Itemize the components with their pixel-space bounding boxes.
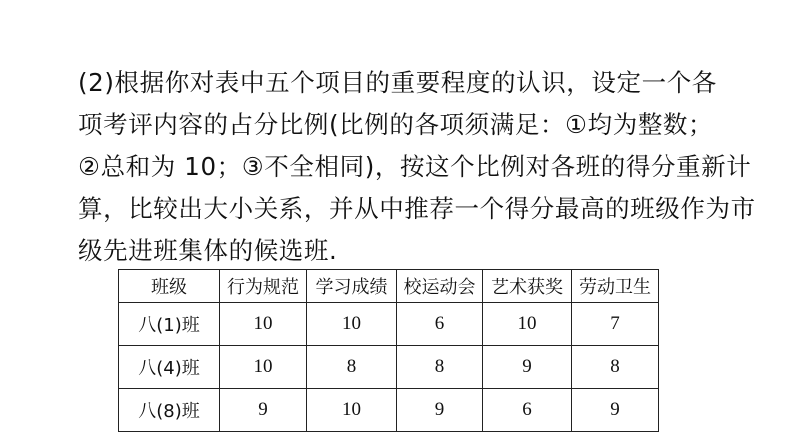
problem-line-2: 项考评内容的占分比例(比例的各项须满足：①均为整数； xyxy=(78,110,714,139)
score-cell: 9 xyxy=(220,389,307,432)
score-cell: 8 xyxy=(397,346,483,389)
header-labor: 劳动卫生 xyxy=(572,270,659,303)
score-cell: 8 xyxy=(307,346,397,389)
score-cell: 10 xyxy=(483,303,572,346)
table-row xyxy=(119,346,659,389)
score-cell: 10 xyxy=(307,389,397,432)
score-cell: 9 xyxy=(572,389,659,432)
header-art: 艺术获奖 xyxy=(483,270,572,303)
score-cell: 9 xyxy=(483,346,572,389)
problem-line-5: 级先进班集体的候选班. xyxy=(78,236,338,265)
header-behavior: 行为规范 xyxy=(220,270,307,303)
problem-text xyxy=(78,62,756,272)
header-sports: 校运动会 xyxy=(397,270,483,303)
score-cell: 6 xyxy=(483,389,572,432)
score-cell: 10 xyxy=(220,346,307,389)
class-name-cell: 八(4)班 xyxy=(119,346,220,389)
score-cell: 8 xyxy=(572,346,659,389)
problem-line-4: 算，比较出大小关系，并从中推荐一个得分最高的班级作为市 xyxy=(78,194,756,223)
score-cell: 6 xyxy=(397,303,483,346)
class-name-cell: 八(8)班 xyxy=(119,389,220,432)
score-cell: 10 xyxy=(307,303,397,346)
header-class: 班级 xyxy=(119,270,220,303)
problem-line-3: ②总和为 10；③不全相同)，按这个比例对各班的得分重新计 xyxy=(78,152,752,181)
problem-line-1: (2)根据你对表中五个项目的重要程度的认识，设定一个各 xyxy=(78,68,717,97)
table-row xyxy=(119,389,659,432)
score-table xyxy=(118,269,659,432)
header-academic: 学习成绩 xyxy=(307,270,397,303)
table-header-row xyxy=(119,270,659,303)
class-name-cell: 八(1)班 xyxy=(119,303,220,346)
score-cell: 10 xyxy=(220,303,307,346)
score-cell: 7 xyxy=(572,303,659,346)
table-row xyxy=(119,303,659,346)
score-cell: 9 xyxy=(397,389,483,432)
